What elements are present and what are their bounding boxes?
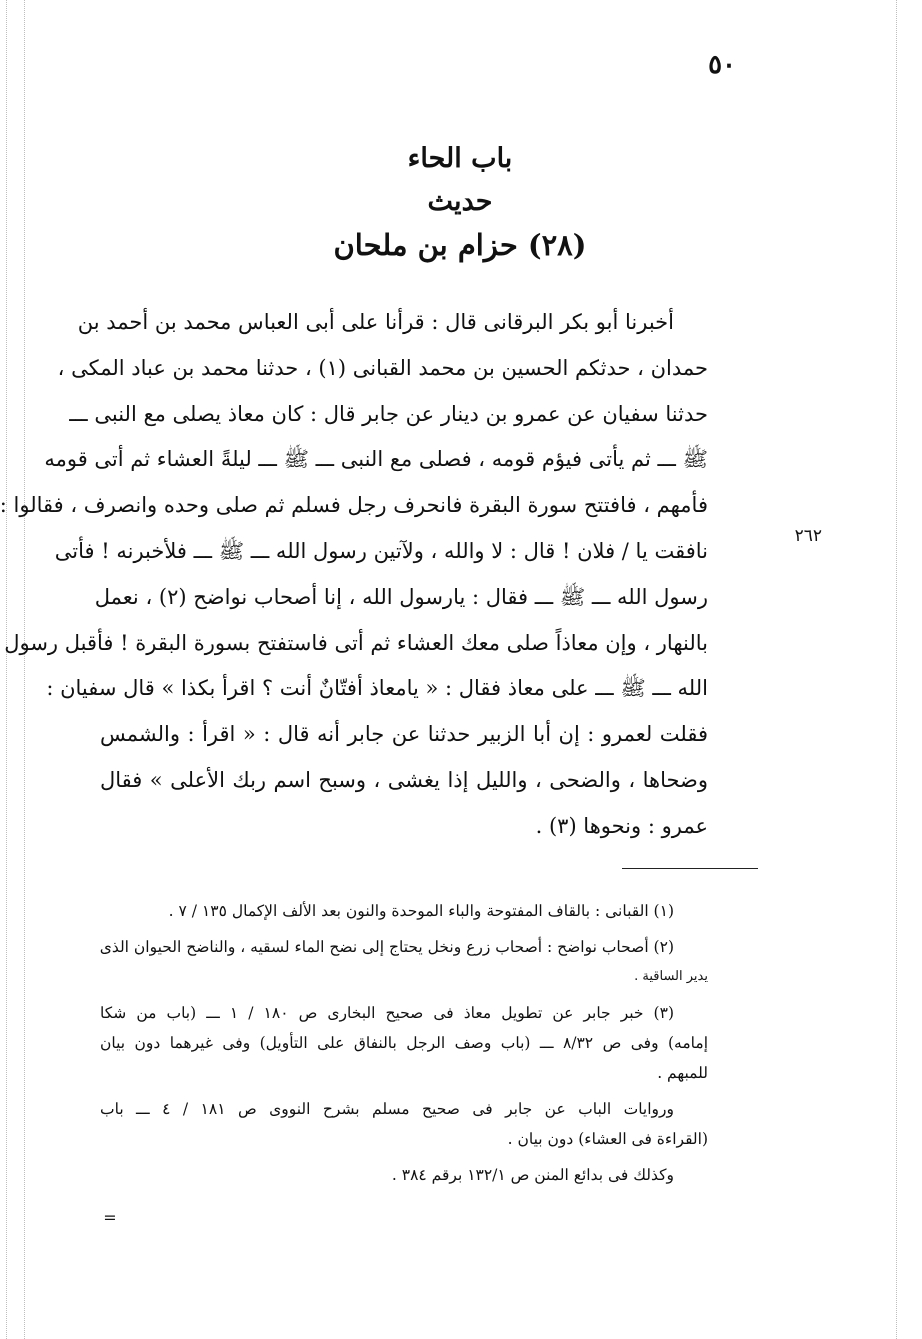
- hadith-text: [0, 300, 708, 850]
- section-heading: حديث: [427, 186, 493, 217]
- scan-edge-dots: [24, 0, 25, 1339]
- footnote-separator: [622, 868, 758, 869]
- text-line: نافقت يا / فلان ! قال : لا والله ، ولآتين رسول الله ـــ ﷺ ـــ فلأخبرنه ! فأتى: [54, 538, 708, 563]
- footnote-line: (٣) خبر جابر عن تطويل معاذ فى صحيح البخارى ص ١٨٠ / ١ ـــ (باب من شكا: [100, 1004, 674, 1022]
- text-line: الله ـــ ﷺ ـــ على معاذ فقال : « يامعاذ أفتّانٌ أنت ؟ اقرأ بكذا » قال سفيان :: [46, 676, 708, 701]
- text-line: فقلت لعمرو : إن أبا الزبير حدثنا عن جابر أنه قال : « اقرأ : والشمس: [100, 722, 708, 747]
- footnote-line: وكذلك فى بدائع المنن ص ١٣٢/١ برقم ٣٨٤ .: [391, 1166, 674, 1184]
- footnote-3-continued: [100, 1094, 708, 1154]
- margin-reference: ٢٦٢: [794, 526, 822, 546]
- footnote-line: وروايات الباب عن جابر فى صحيح مسلم بشرح النووى ص ١٨١ / ٤ ـــ باب: [100, 1100, 674, 1118]
- footnote-line: للمبهم .: [657, 1064, 708, 1082]
- footnote-line: (القراءة فى العشاء) دون بيان .: [507, 1130, 708, 1148]
- text-line: فأمهم ، فافتتح سورة البقرة فانحرف رجل فسلم ثم صلى وحده وانصرف ، فقالوا :: [0, 493, 708, 518]
- footnote-line: (١) القبانى : بالقاف المفتوحة والباء الموحدة والنون بعد الألف الإكمال ١٣٥ / ٧ .: [168, 902, 674, 920]
- scan-edge-dots: [6, 0, 7, 1339]
- text-line: حدثنا سفيان عن عمرو بن دينار عن جابر قال : كان معاذ يصلى مع النبى ـــ: [69, 401, 708, 426]
- entry-title: (٢٨) حزام بن ملحان: [333, 228, 587, 262]
- chapter-heading: باب الحاء: [407, 143, 513, 174]
- text-line: عمرو : ونحوها (٣) .: [535, 813, 708, 838]
- footnote-line: (٢) أصحاب نواضح : أصحاب زرع ونخل يحتاج إلى نضح الماء لسقيه ، والناضح الحيوان الذى: [99, 938, 674, 956]
- text-line: ﷺ ـــ ثم يأتى فيؤم قومه ، فصلى مع النبى ـــ ﷺ ـــ ليلةً العشاء ثم أتى قومه: [44, 447, 708, 472]
- text-line: وضحاها ، والضحى ، والليل إذا يغشى ، وسبح اسم ربك الأعلى » فقال: [100, 767, 708, 792]
- continuation-mark: =: [103, 1208, 117, 1227]
- footnote-1: [100, 896, 708, 926]
- text-line: رسول الله ـــ ﷺ ـــ فقال : يارسول الله ، إنا أصحاب نواضح (٢) ، نعمل: [94, 584, 708, 609]
- page-number: ٥٠: [708, 50, 736, 80]
- text-line: بالنهار ، وإن معاذاً صلى معك العشاء ثم أتى فاستفتح بسورة البقرة ! فأقبل رسول: [4, 630, 708, 655]
- scan-edge-dots: [896, 0, 897, 1339]
- footnote-line: إمامه) وفى ص ٨/٣٢ ـــ (باب وصف الرجل بالنفاق على التأويل) وفى غيرهما دون بيان: [100, 1034, 708, 1052]
- footnote-3: [100, 998, 708, 1088]
- footnote-3-continued: [100, 1160, 708, 1190]
- footnote-line: يدير الساقية .: [634, 969, 708, 984]
- text-line: أخبرنا أبو بكر البرقانى قال : قرأنا على أبى العباس محمد بن أحمد بن: [77, 310, 674, 334]
- footnote-2: [100, 932, 708, 992]
- text-line: حمدان ، حدثكم الحسين بن محمد القبانى (١) ، حدثنا محمد بن عباد المكى ،: [57, 355, 708, 380]
- footnotes: [100, 896, 708, 1196]
